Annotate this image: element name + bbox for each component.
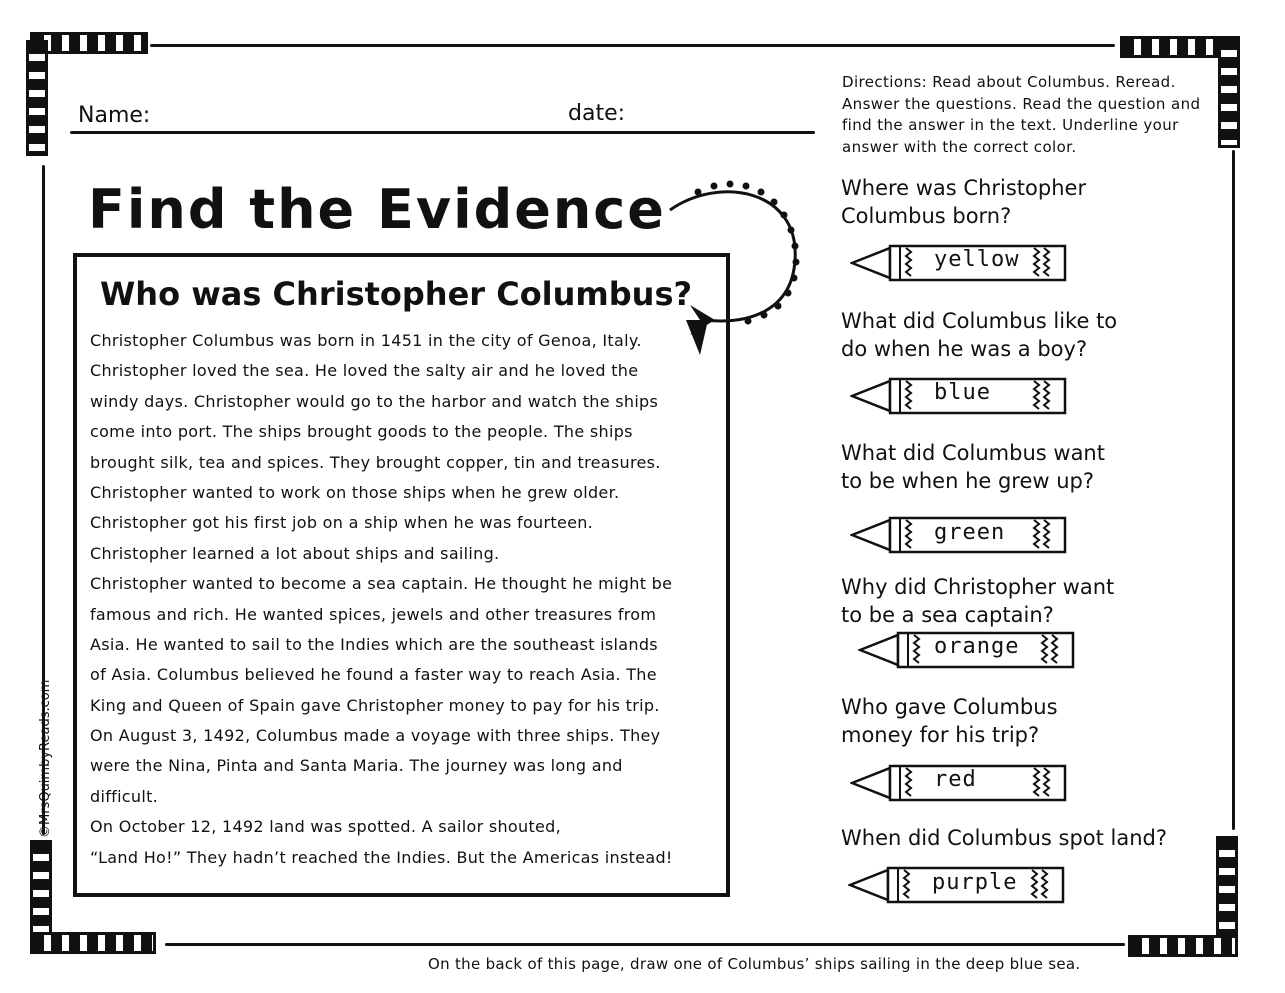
passage-line: Christopher got his first job on a ship when he was fourteen.	[90, 513, 594, 533]
passage-line: famous and rich. He wanted spices, jewels and other treasures from	[90, 604, 657, 624]
passage-line: difficult.	[90, 786, 159, 806]
question-2: What did Columbus like to do when he was a boy?	[841, 309, 1118, 361]
corner-bottom-right-stripes-h	[1128, 935, 1238, 957]
passage-line: Christopher wanted to work on those ships when he grew older.	[90, 482, 620, 502]
passage-line: On August 3, 1492, Columbus made a voyage with three ships. They	[90, 726, 661, 746]
corner-top-right-stripes-v	[1218, 36, 1240, 148]
passage-line: Christopher wanted to become a sea captain. He thought he might be	[90, 574, 673, 594]
date-label: date:	[568, 101, 626, 126]
passage-line: come into port. The ships brought goods to the people. The ships	[90, 422, 633, 442]
passage-line: “Land Ho!” They hadn’t reached the Indies. But the Americas instead!	[90, 847, 673, 867]
passage-text	[90, 326, 730, 873]
passage-line: King and Queen of Spain gave Christopher money to pay for his trip.	[90, 695, 660, 715]
passage-line: of Asia. Columbus believed he found a faster way to reach Asia. The	[90, 665, 657, 685]
footer-note: On the back of this page, draw one of Columbus’ ships sailing in the deep blue sea.	[428, 955, 1081, 973]
copyright-text: ©MrsQuimbyReads.com	[38, 679, 53, 838]
crayon-orange	[858, 629, 1076, 675]
passage-line: Asia. He wanted to sail to the Indies which are the southeast islands	[90, 634, 658, 654]
crayon-label-orange: orange	[934, 634, 1020, 659]
crayon-yellow	[850, 242, 1068, 288]
frame-top-line	[150, 44, 1115, 47]
passage-line: were the Nina, Pinta and Santa Maria. The journey was long and	[90, 756, 623, 776]
passage-line: brought silk, tea and spices. They brought copper, tin and treasures.	[90, 452, 661, 472]
frame-bottom-line	[165, 943, 1125, 946]
passage-line: Christopher learned a lot about ships and sailing.	[90, 543, 500, 563]
passage-line: windy days. Christopher would go to the harbor and watch the ships	[90, 391, 659, 411]
crayon-red	[850, 762, 1068, 808]
question-6: When did Columbus spot land?	[841, 826, 1168, 850]
question-4: Why did Christopher want to be a sea captain?	[841, 575, 1115, 627]
crayon-purple	[848, 864, 1066, 910]
passage-heading: Who was Christopher Columbus?	[100, 275, 693, 313]
passage-line: Christopher Columbus was born in 1451 in the city of Genoa, Italy.	[90, 331, 642, 350]
crayon-green	[850, 514, 1068, 560]
crayon-label-purple: purple	[932, 870, 1018, 895]
corner-top-left-stripes-v	[26, 40, 48, 156]
crayon-label-green: green	[934, 520, 1006, 545]
crayon-blue	[850, 375, 1068, 421]
page-title: Find the Evidence	[88, 178, 666, 241]
passage-line: Christopher loved the sea. He loved the salty air and he loved the	[90, 361, 639, 381]
corner-bottom-left-stripes-h	[30, 932, 156, 954]
crayon-label-yellow: yellow	[934, 247, 1020, 272]
directions-text: Directions: Read about Columbus. Reread. Answer the questions. Read the question and find the answer in the text. Underline your answer with the correct color.	[842, 73, 1201, 156]
crayon-label-red: red	[934, 767, 977, 792]
passage-line: On October 12, 1492 land was spotted. A sailor shouted,	[90, 817, 561, 837]
crayon-label-blue: blue	[934, 380, 991, 405]
frame-right-line	[1232, 150, 1235, 830]
question-3: What did Columbus want to be when he grew up?	[841, 441, 1105, 493]
question-1: Where was Christopher Columbus born?	[841, 176, 1087, 228]
question-5: Who gave Columbus money for his trip?	[841, 695, 1058, 747]
name-date-write-line[interactable]	[70, 131, 815, 134]
name-label: Name:	[78, 103, 151, 128]
